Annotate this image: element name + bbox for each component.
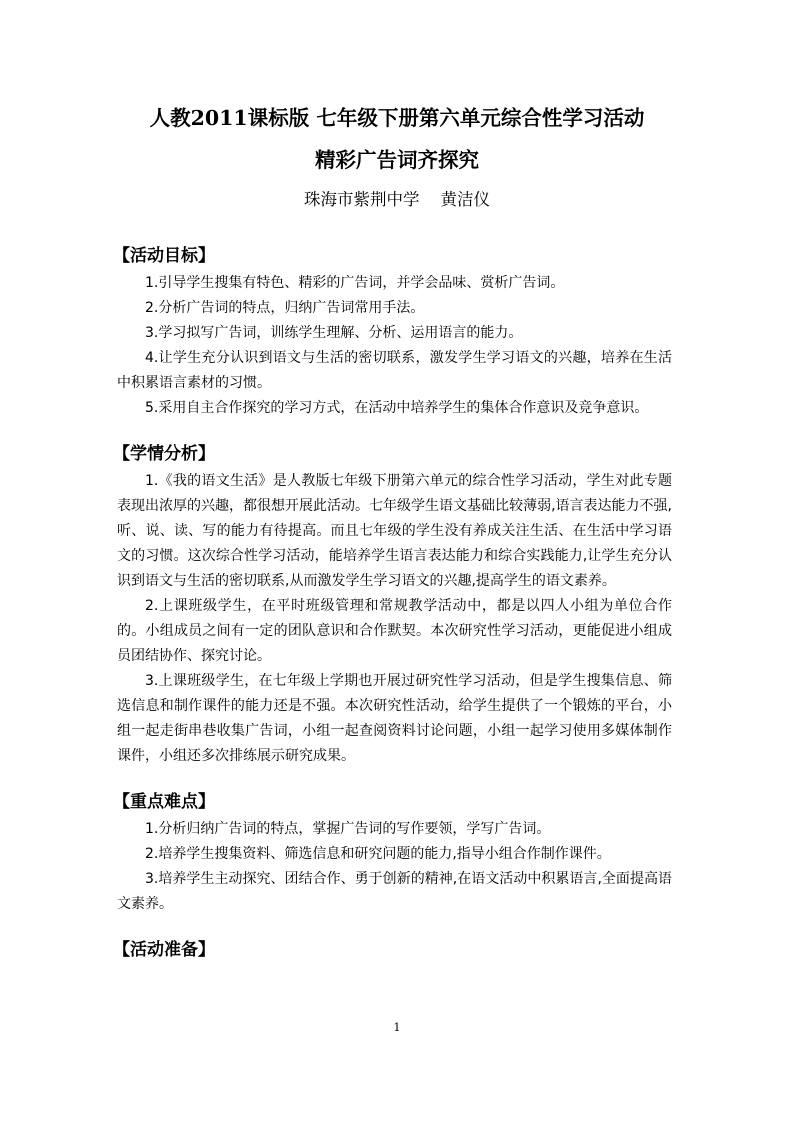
section-heading: 【重点难点】: [113, 792, 215, 812]
section-activity-goals: [113, 244, 672, 421]
paragraph: 3.学习拟写广告词，训练学生理解、分析、运用语言的能力。: [145, 325, 523, 341]
section-gap: [117, 917, 672, 938]
paragraph: 1.引导学生搜集有特色、精彩的广告词，并学会品味、赏析广告词。: [145, 275, 565, 291]
paragraph: 1.分析归纳广告词的特点，掌握广告词的写作要领，学写广告词。: [145, 821, 551, 837]
paragraph: 1.《我的语文生活》是人教版七年级下册第六单元的综合性学习活动，学生对此专题表现出浓厚的兴趣，都很想开展此活动。七年级学生语文基础比较薄弱,语言表达能力不强,听、说、读、写的能力有待提高。而且七年级的学生没有养成关注生活、在生活中学习语文的习惯。这次综合性学习活动，能培养学生语言表达能力和综合实践能力,让学生充分认识到语文与生活的密切联系,从而激发学生学习语文的兴趣,提高学生的语文素养。: [117, 473, 672, 589]
paragraph: 2.培养学生搜集资料、筛选信息和研究问题的能力,指导小组合作制作课件。: [145, 846, 611, 862]
section-student-analysis: [113, 442, 672, 769]
section-heading: 【活动准备】: [113, 940, 215, 960]
document-title: 人教2011课标版 七年级下册第六单元综合性学习活动: [149, 106, 645, 130]
section-heading: 【学情分析】: [113, 444, 215, 464]
section-heading: 【活动目标】: [113, 246, 215, 266]
document-subtitle: 精彩广告词齐探究: [315, 148, 479, 172]
page-number: 1: [393, 1021, 401, 1034]
paragraph: 5.采用自主合作探究的学习方式，在活动中培养学生的集体合作意识及竞争意识。: [145, 400, 649, 416]
section-gap: [117, 769, 672, 790]
author-line: 珠海市紫荆中学 黄洁仪: [304, 190, 490, 209]
paragraph: 4.让学生充分认识到语文与生活的密切联系，激发学生学习语文的兴趣，培养在生活中积累语言素材的习惯。: [117, 350, 672, 391]
paragraph: 2.分析广告词的特点，归纳广告词常用手法。: [145, 300, 425, 316]
document-body: [113, 244, 672, 965]
section-preparation: [113, 938, 672, 963]
section-key-points: [113, 790, 672, 917]
section-gap: [117, 421, 672, 442]
paragraph: 3.上课班级学生，在七年级上学期也开展过研究性学习活动，但是学生搜集信息、筛选信息和制作课件的能力还是不强。本次研究性活动，给学生提供了一个锻炼的平台，小组一起走街串巷收集广告词，小组一起查阅资料讨论问题，小组一起学习使用多媒体制作课件，小组还多次排练展示研究成果。: [117, 673, 672, 764]
paragraph: 3.培养学生主动探究、团结合作、勇于创新的精神,在语文活动中积累语言,全面提高语文素养。: [117, 871, 672, 912]
paragraph: 2.上课班级学生，在平时班级管理和常规教学活动中，都是以四人小组为单位合作的。小组成员之间有一定的团队意识和合作默契。本次研究性学习活动，更能促进小组成员团结协作、探究讨论。: [117, 598, 672, 664]
